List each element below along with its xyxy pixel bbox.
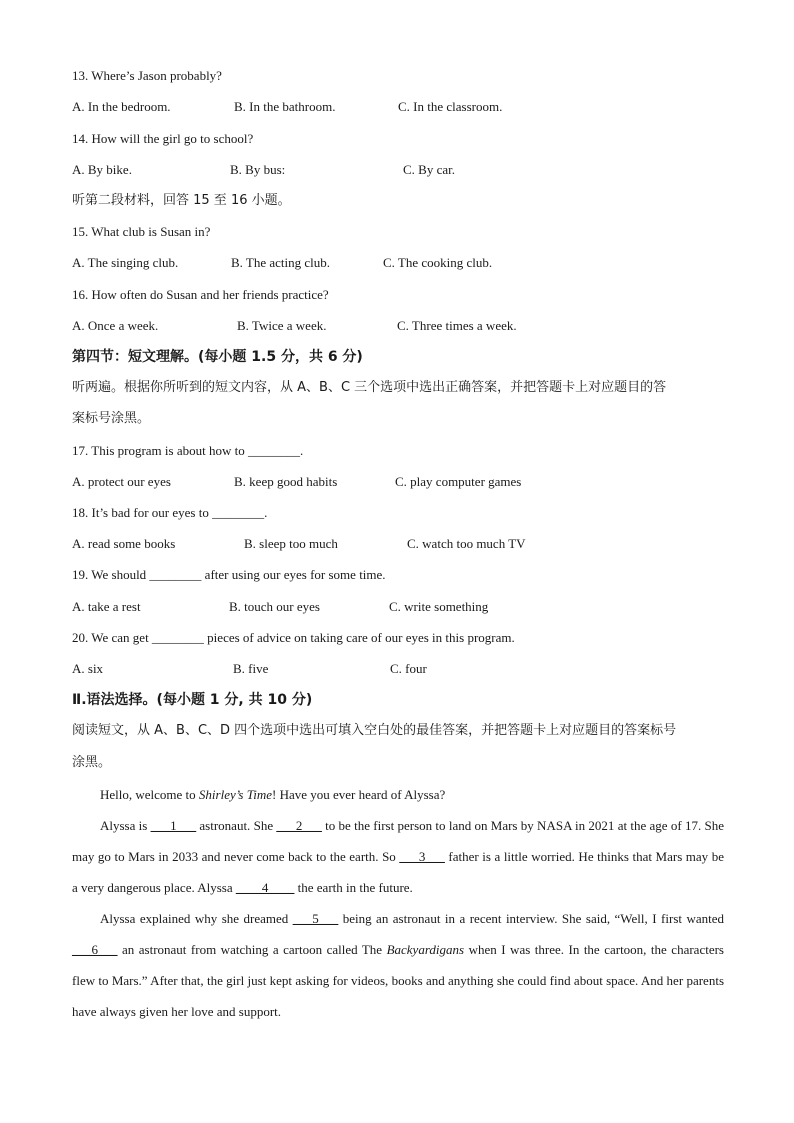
section2-instruction-line2: 涂黑。 — [72, 755, 112, 770]
q13-option-b: B. In the bathroom. — [234, 99, 336, 114]
blank-4: ____4____ — [235, 880, 295, 895]
q18-option-b: B. sleep too much — [244, 536, 338, 551]
q16-option-c: C. Three times a week. — [397, 318, 517, 333]
q19-option-a: A. take a rest — [72, 599, 141, 614]
question-20: 20. We can get ________ pieces of advice on taking care of our eyes in this program. — [72, 630, 515, 645]
p3-text-b: being an astronaut in a recent interview. She said, “Well, I first wanted — [338, 911, 724, 926]
instruction-part2: 听第二段材料，回答 15 至 16 小题。 — [72, 193, 291, 208]
p2-text-a: Alyssa is — [100, 818, 151, 833]
q20-option-c: C. four — [390, 661, 427, 676]
q20-option-a: A. six — [72, 661, 104, 676]
question-17: 17. This program is about how to ________. — [72, 443, 304, 458]
blank-3: ___3___ — [399, 849, 445, 864]
q13-option-a: A. In the bedroom. — [72, 99, 171, 114]
q15-option-c: C. The cooking club. — [383, 255, 493, 270]
q18-option-a: A. read some books — [72, 536, 176, 551]
q19-option-b: B. touch our eyes — [229, 599, 320, 614]
section4-heading: 第四节：短文理解。(每小题 1.5 分，共 6 分) — [72, 349, 363, 365]
section2-heading: Ⅱ.语法选择。(每小题 1 分, 共 10 分) — [72, 692, 313, 708]
passage-paragraph-1 — [72, 779, 724, 810]
p3-text-c: an astronaut from watching a cartoon called The — [117, 942, 387, 957]
p2-text-c: to be the first person to land on Mars by NASA in 2021 at the age of 17. She may go to Mars in 2033 and never come back to the earth. So — [72, 818, 724, 864]
p3-text-d: when I was three. In the cartoon, the characters flew to Mars.” After that, the girl just kept asking for videos, books and anything she could find about space. And her parents have always given her love and support. — [72, 942, 724, 1019]
q20-option-b: B. five — [233, 661, 269, 676]
q13-option-c: C. In the classroom. — [398, 99, 503, 114]
q14-option-b: B. By bus: — [230, 162, 286, 177]
q15-option-a: A. The singing club. — [72, 255, 179, 270]
question-13: 13. Where’s Jason probably? — [72, 68, 222, 83]
passage-paragraph-3 — [72, 903, 724, 1027]
question-14: 14. How will the girl go to school? — [72, 131, 254, 146]
p1-text-b: ! Have you ever heard of Alyssa? — [272, 787, 446, 802]
p1-text-a: Hello, welcome to — [100, 787, 199, 802]
q14-option-a: A. By bike. — [72, 162, 132, 177]
section2-instruction-line1: 阅读短文，从 A、B、C、D 四个选项中选出可填入空白处的最佳答案，并把答题卡上对应题目的答案标号 — [72, 723, 677, 738]
section4-instruction-line2: 案标号涂黑。 — [72, 411, 151, 426]
p2-text-d: father is a little worried. He thinks that Mars may be a very dangerous place. Alyssa — [72, 849, 725, 895]
q17-option-b: B. keep good habits — [234, 474, 338, 489]
q15-option-b: B. The acting club. — [231, 255, 331, 270]
question-15: 15. What club is Susan in? — [72, 224, 211, 239]
q16-option-a: A. Once a week. — [72, 318, 159, 333]
show-title: Shirley’s Time — [198, 787, 272, 802]
blank-6: ___6___ — [72, 942, 118, 957]
passage-paragraph-2 — [72, 810, 724, 903]
q16-option-b: B. Twice a week. — [237, 318, 327, 333]
question-18: 18. It’s bad for our eyes to ________. — [72, 505, 268, 520]
q17-option-a: A. protect our eyes — [72, 474, 171, 489]
p2-text-e: the earth in the future. — [294, 880, 413, 895]
p2-text-b: astronaut. She — [196, 818, 277, 833]
blank-5: ___5___ — [292, 911, 339, 926]
q14-option-c: C. By car. — [403, 162, 455, 177]
cartoon-title: Backyardigans — [386, 942, 465, 957]
question-16: 16. How often do Susan and her friends practice? — [72, 287, 329, 302]
p3-text-a: Alyssa explained why she dreamed — [100, 911, 293, 926]
section4-instruction-line1: 听两遍。根据你所听到的短文内容，从 A、B、C 三个选项中选出正确答案，并把答题卡上对应题目的答 — [72, 380, 667, 395]
q17-option-c: C. play computer games — [395, 474, 522, 489]
question-19: 19. We should ________ after using our eyes for some time. — [72, 567, 386, 582]
blank-1: ___1___ — [150, 818, 197, 833]
blank-2: ___2___ — [276, 818, 322, 833]
q19-option-c: C. write something — [389, 599, 489, 614]
q18-option-c: C. watch too much TV — [407, 536, 526, 551]
